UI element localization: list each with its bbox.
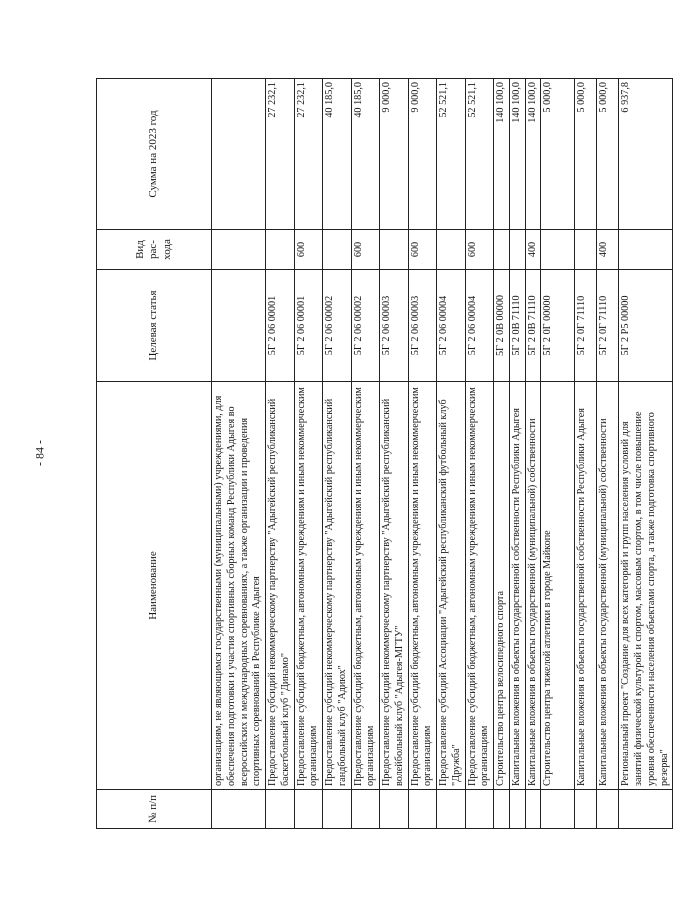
cell-num bbox=[323, 790, 352, 829]
cell-sum: 5 000,0 bbox=[597, 79, 619, 230]
cell-name: Строительство центра тяжелой атлетики в городе Майкопе bbox=[541, 382, 575, 790]
cell-sum: 40 185,0 bbox=[351, 79, 380, 230]
cell-vid: 600 bbox=[465, 230, 494, 270]
cell-num bbox=[541, 790, 575, 829]
cell-num bbox=[437, 790, 466, 829]
table-header-row bbox=[97, 79, 212, 829]
cell-num bbox=[494, 790, 510, 829]
cell-name: Капитальные вложения в объекты государственной (муниципальной) собственности bbox=[525, 382, 541, 790]
cell-vid bbox=[323, 230, 352, 270]
cell-sum: 6 937,8 bbox=[619, 79, 673, 230]
table-row bbox=[509, 79, 525, 829]
cell-name: Капитальные вложения в объекты государственной (муниципальной) собственности bbox=[597, 382, 619, 790]
cell-code: 5Г 2 06 00001 bbox=[294, 270, 323, 382]
cell-num bbox=[597, 790, 619, 829]
table-row bbox=[541, 79, 575, 829]
cell-name: Предоставление субсидий бюджетным, автономным учреждениям и иным некоммерческим организациям bbox=[294, 382, 323, 790]
cell-vid: 400 bbox=[597, 230, 619, 270]
cell-code: 5Г 2 06 00002 bbox=[351, 270, 380, 382]
budget-table bbox=[96, 78, 673, 829]
cell-vid bbox=[619, 230, 673, 270]
cell-vid bbox=[494, 230, 510, 270]
table-row bbox=[408, 79, 437, 829]
cell-num bbox=[266, 790, 295, 829]
cell-sum: 40 185,0 bbox=[323, 79, 352, 230]
table-row bbox=[380, 79, 409, 829]
cell-name: Предоставление субсидий Ассоциации "Адыгейский республиканский футбольный клуб "Дружба" bbox=[437, 382, 466, 790]
cell-code: 5Г 2 06 00003 bbox=[380, 270, 409, 382]
cell-vid: 600 bbox=[351, 230, 380, 270]
cell-vid bbox=[266, 230, 295, 270]
cell-name: Региональный проект "Создание для всех категорий и групп населения условий для занятий физической культурой и спортом, массовым спортом, в том числе повышение уровня обеспеченности населения объектами спорта, а также подготовка спортивного резерва" bbox=[619, 382, 673, 790]
table-row bbox=[465, 79, 494, 829]
cell-sum: 9 000,0 bbox=[408, 79, 437, 230]
table-row bbox=[212, 79, 266, 829]
cell-vid bbox=[212, 230, 266, 270]
cell-sum bbox=[212, 79, 266, 230]
table-body bbox=[212, 79, 673, 829]
cell-num bbox=[408, 790, 437, 829]
cell-code: 5Г 2 06 00001 bbox=[266, 270, 295, 382]
cell-code: 5Г 2 0Г 71110 bbox=[575, 270, 597, 382]
table-row bbox=[294, 79, 323, 829]
header-name: Наименование bbox=[97, 382, 212, 790]
cell-code: 5Г 2 06 00002 bbox=[323, 270, 352, 382]
cell-num bbox=[619, 790, 673, 829]
cell-num bbox=[294, 790, 323, 829]
cell-vid bbox=[380, 230, 409, 270]
cell-vid: 400 bbox=[525, 230, 541, 270]
cell-num bbox=[525, 790, 541, 829]
cell-num bbox=[465, 790, 494, 829]
cell-vid: 600 bbox=[294, 230, 323, 270]
cell-name: Капитальные вложения в объекты государственной собственности Республики Адыгея bbox=[509, 382, 525, 790]
cell-name: Капитальные вложения в объекты государственной собственности Республики Адыгея bbox=[575, 382, 597, 790]
cell-code: 5Г 2 0В 71110 bbox=[509, 270, 525, 382]
cell-name: Предоставление субсидий некоммерческому партнерству "Адыгейский республиканский гандбольный клуб "Адиюх" bbox=[323, 382, 352, 790]
cell-sum: 27 232,1 bbox=[266, 79, 295, 230]
cell-vid bbox=[541, 230, 575, 270]
table-row bbox=[494, 79, 510, 829]
cell-code: 5Г 2 0Г 00000 bbox=[541, 270, 575, 382]
header-sum: Сумма на 2023 год bbox=[97, 79, 212, 230]
cell-num bbox=[509, 790, 525, 829]
cell-name: Предоставление субсидий некоммерческому партнерству "Адыгейский республиканский баскетбольный клуб "Динамо" bbox=[266, 382, 295, 790]
cell-vid bbox=[509, 230, 525, 270]
cell-sum: 27 232,1 bbox=[294, 79, 323, 230]
cell-sum: 5 000,0 bbox=[575, 79, 597, 230]
cell-code: 5Г 2 0В 71110 bbox=[525, 270, 541, 382]
table-row bbox=[437, 79, 466, 829]
cell-name: Предоставление субсидий бюджетным, автономным учреждениям и иным некоммерческим организациям bbox=[465, 382, 494, 790]
cell-code: 5Г 2 0В 00000 bbox=[494, 270, 510, 382]
cell-num bbox=[351, 790, 380, 829]
cell-code: 5Г 2 06 00004 bbox=[437, 270, 466, 382]
cell-sum: 52 521,1 bbox=[465, 79, 494, 230]
cell-code bbox=[212, 270, 266, 382]
table-row bbox=[323, 79, 352, 829]
cell-num bbox=[575, 790, 597, 829]
cell-code: 5Г 2 06 00003 bbox=[408, 270, 437, 382]
rotated-table-wrapper bbox=[96, 79, 670, 829]
cell-name: Строительство центра велосипедного спорта bbox=[494, 382, 510, 790]
table-row bbox=[575, 79, 597, 829]
cell-sum: 5 000,0 bbox=[541, 79, 575, 230]
cell-sum: 9 000,0 bbox=[380, 79, 409, 230]
cell-vid: 600 bbox=[408, 230, 437, 270]
cell-name: Предоставление субсидий бюджетным, автономным учреждениям и иным некоммерческим организациям bbox=[408, 382, 437, 790]
cell-num bbox=[380, 790, 409, 829]
cell-name: Предоставление субсидий некоммерческому партнерству "Адыгейский республиканский волейбольный клуб "Адыгея-МГТУ" bbox=[380, 382, 409, 790]
table-row bbox=[597, 79, 619, 829]
cell-name: Предоставление субсидий бюджетным, автономным учреждениям и иным некоммерческим организациям bbox=[351, 382, 380, 790]
cell-sum: 140 100,0 bbox=[509, 79, 525, 230]
table-row bbox=[619, 79, 673, 829]
cell-vid bbox=[575, 230, 597, 270]
cell-code: 5Г 2 06 00004 bbox=[465, 270, 494, 382]
table-row bbox=[525, 79, 541, 829]
table-row bbox=[266, 79, 295, 829]
cell-code: 5Г 2 0Г 71110 bbox=[597, 270, 619, 382]
cell-vid bbox=[437, 230, 466, 270]
cell-sum: 52 521,1 bbox=[437, 79, 466, 230]
page-number-text: - 84 - bbox=[32, 440, 47, 466]
cell-name: организациям, не являющимся государственными (муниципальными) учреждениями, для обеспечения подготовки и участия спортивных сборных команд Республики Адыгея во всероссийских и международных соревнованиях, а также организации и проведения спортивных соревнований в Республике Адыгея bbox=[212, 382, 266, 790]
header-vid: Вид рас-хода bbox=[97, 230, 212, 270]
cell-code: 5Г 2 Р5 00000 bbox=[619, 270, 673, 382]
header-code: Целевая статья bbox=[97, 270, 212, 382]
header-num: № п/п bbox=[97, 790, 212, 829]
cell-sum: 140 100,0 bbox=[525, 79, 541, 230]
cell-sum: 140 100,0 bbox=[494, 79, 510, 230]
cell-num bbox=[212, 790, 266, 829]
table-row bbox=[351, 79, 380, 829]
